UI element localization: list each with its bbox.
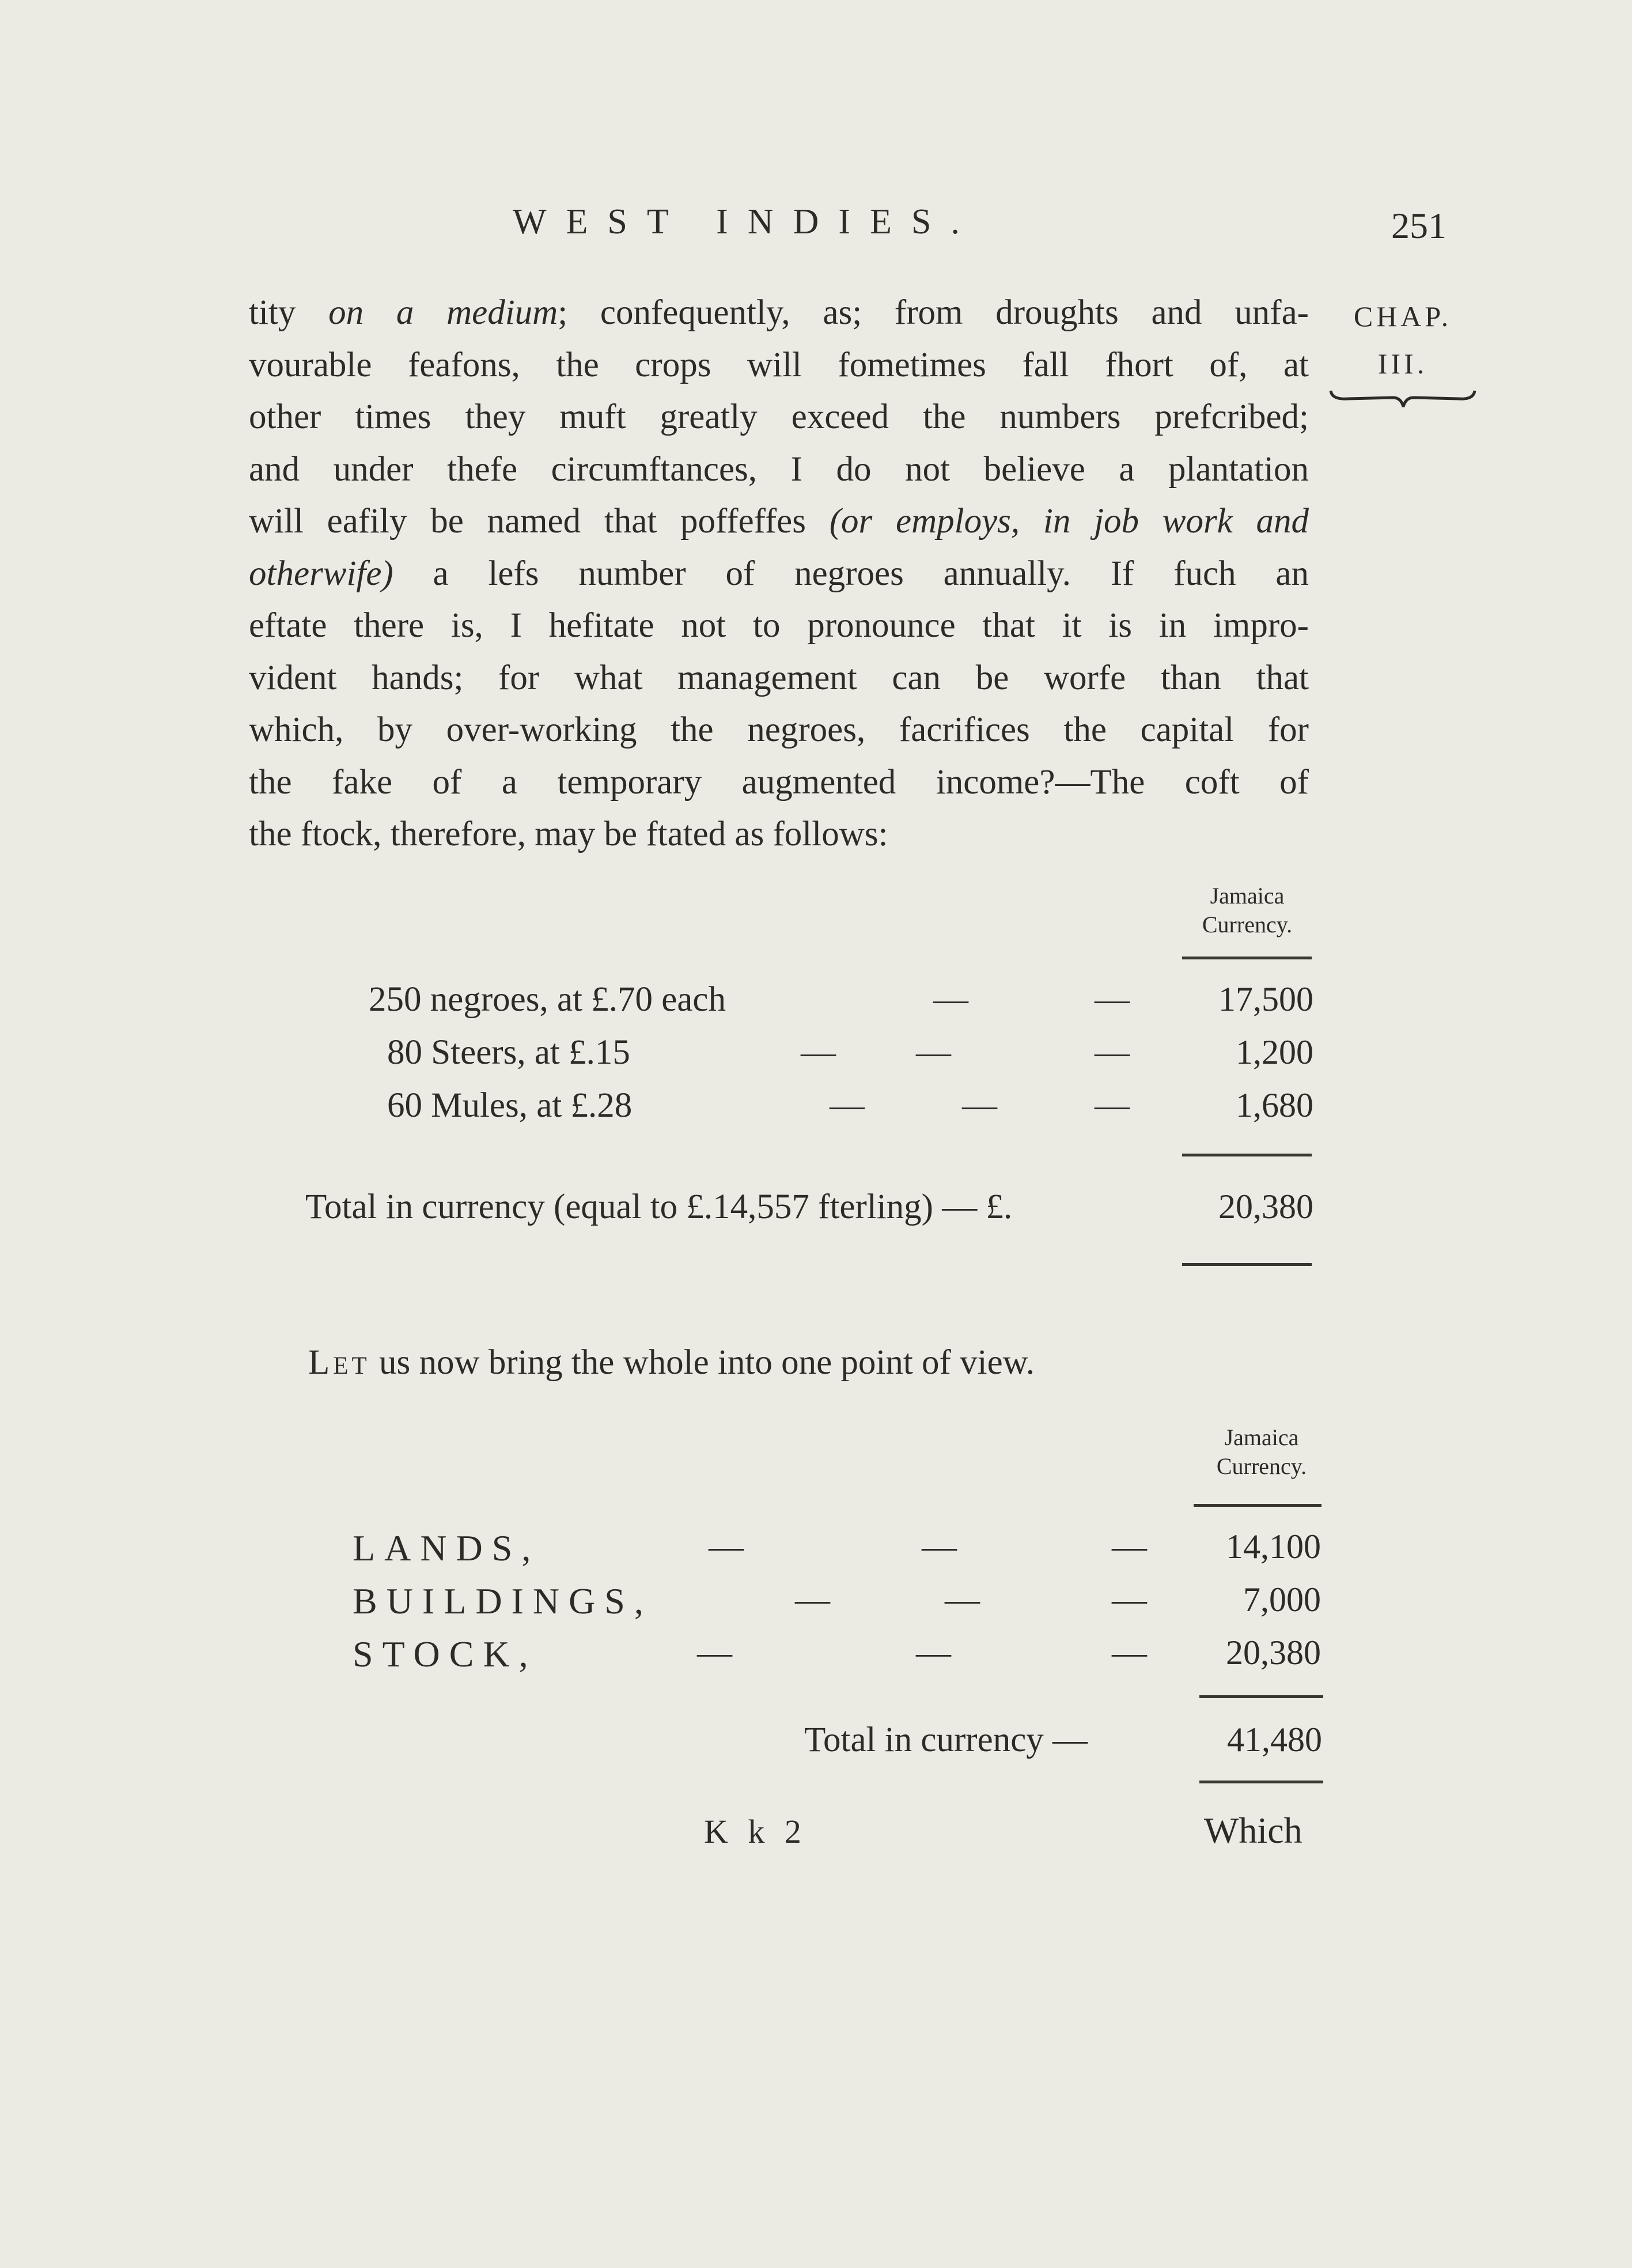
margin-note-chap: CHAP. xyxy=(1353,300,1452,332)
currency-column-heading: Jamaica Currency. xyxy=(1202,883,1293,938)
leader-dash: — xyxy=(916,1634,951,1672)
table-row-amount: 20,380 xyxy=(1226,1634,1321,1672)
leader-dash: — xyxy=(933,980,968,1019)
table-row-amount: 14,100 xyxy=(1226,1528,1321,1566)
leader-dash: — xyxy=(830,1086,865,1125)
table-row-label: LANDS, xyxy=(353,1528,540,1568)
leader-dash: — xyxy=(1112,1528,1147,1566)
margin-note-number: III. xyxy=(1377,347,1428,380)
leader-dash: — xyxy=(795,1581,830,1619)
paragraph-body xyxy=(249,287,1309,861)
text-line: the fake of a temporary augmented income?—The coft of xyxy=(249,762,1309,802)
leader-dash: — xyxy=(916,1033,951,1072)
table-row-amount: 17,500 xyxy=(1218,980,1313,1018)
total-rule xyxy=(1199,1781,1323,1783)
text-line: the ftock, therefore, may be ftated as follows: xyxy=(249,815,888,853)
text-line: will eafily be named that poffeffes (or employs, in job work and xyxy=(249,502,1309,540)
catchword: Which xyxy=(1204,1810,1302,1851)
sum-rule xyxy=(1182,1154,1312,1156)
table-row-amount: 7,000 xyxy=(1243,1581,1321,1619)
margin-brace xyxy=(1325,386,1480,415)
running-title: WEST INDIES. xyxy=(513,202,979,241)
total-line: Total in currency (equal to £.14,557 fterling) — £. xyxy=(305,1188,1013,1226)
table-row-label: 250 negroes, at £.70 each xyxy=(369,980,726,1019)
leader-dash: — xyxy=(709,1528,744,1566)
leader-dash: — xyxy=(1112,1634,1147,1672)
text-line: otherwife) a lefs number of negroes annually. If fuch an xyxy=(249,554,1309,593)
leader-dash: — xyxy=(1095,1033,1130,1072)
table-row-amount: 1,680 xyxy=(1236,1086,1313,1124)
leader-dash: — xyxy=(1095,1086,1130,1125)
sum-rule xyxy=(1199,1695,1323,1698)
currency-column-heading: Jamaica Currency. xyxy=(1216,1424,1307,1479)
column-rule xyxy=(1194,1504,1321,1507)
text-line: vourable feafons, the crops will fometimes fall fhort of, at xyxy=(249,345,1309,384)
leader-dash: — xyxy=(945,1581,980,1619)
leader-dash: — xyxy=(1112,1581,1147,1619)
table-row-label: 60 Mules, at £.28 xyxy=(387,1086,633,1125)
page-number: 251 xyxy=(1391,205,1447,246)
text-line: other times they muft greatly exceed the numbers prefcribed; xyxy=(249,398,1309,436)
table-row-label: STOCK, xyxy=(353,1634,537,1674)
table-row-label: 80 Steers, at £.15 xyxy=(387,1033,630,1072)
chapter-margin-note xyxy=(1325,293,1480,387)
text-line: which, by over-working the negroes, facrifices the capital for xyxy=(249,710,1309,749)
leader-dash: — xyxy=(801,1033,836,1072)
text-line: and under thefe circumftances, I do not believe a plantation xyxy=(249,449,1309,489)
paragraph-intro: Let us now bring the whole into one point of view. xyxy=(308,1343,1035,1382)
total-line: Total in currency — xyxy=(804,1721,1088,1759)
leader-dash: — xyxy=(962,1086,997,1125)
text-line: eftate there is, I hefitate not to pronounce that it is in impro- xyxy=(249,606,1309,645)
text-line: tity on a medium; confequently, as; from droughts and unfa- xyxy=(249,293,1309,332)
text-line: vident hands; for what management can be worfe than that xyxy=(249,658,1309,697)
column-rule xyxy=(1182,957,1312,959)
leader-dash: — xyxy=(697,1634,732,1672)
leader-dash: — xyxy=(1095,980,1130,1019)
total-amount: 41,480 xyxy=(1227,1721,1322,1759)
table-row-amount: 1,200 xyxy=(1236,1033,1313,1071)
leader-dash: — xyxy=(922,1528,957,1566)
signature-mark: K k 2 xyxy=(704,1813,807,1850)
table-row-label: BUILDINGS, xyxy=(353,1581,653,1621)
total-amount: 20,380 xyxy=(1218,1188,1313,1226)
total-rule xyxy=(1182,1263,1312,1266)
